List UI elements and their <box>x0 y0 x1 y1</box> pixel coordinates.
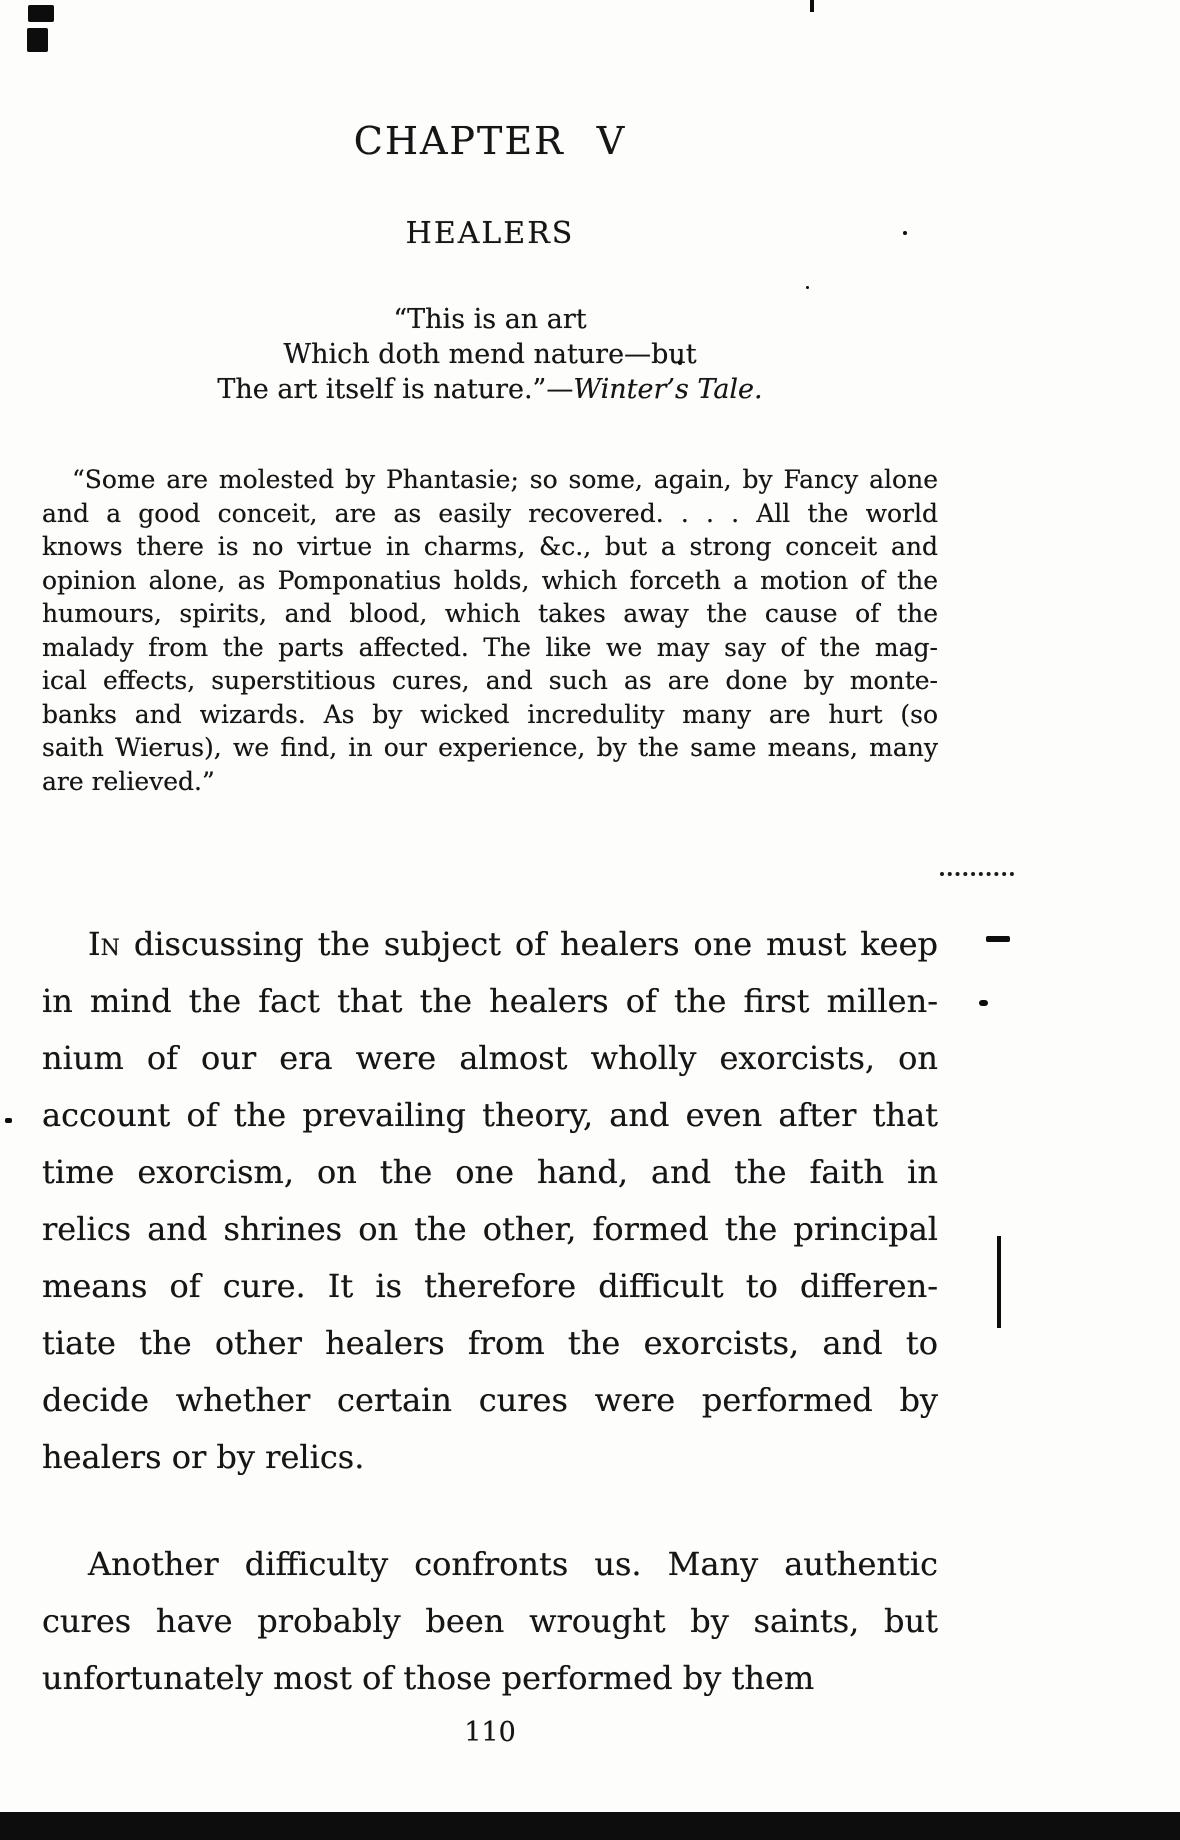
chapter-heading: CHAPTER V <box>353 119 627 163</box>
scan-artifact <box>986 936 1010 942</box>
body-line: means of cure. It is therefore difficult to differen- <box>42 1267 938 1305</box>
verse-attribution: Winter’s Tale. <box>573 374 763 405</box>
scan-artifact <box>0 1812 1180 1840</box>
paragraph <box>42 1536 938 1707</box>
body-line: account of the prevailing theory, and even after that <box>42 1096 938 1134</box>
text-column <box>42 0 938 1749</box>
block-quote-line: banks and wizards. As by wicked incredulity many are hurt (so <box>42 699 938 729</box>
verse-line-text: The art itself is nature.”— <box>217 374 574 405</box>
block-quote-line: malady from the parts affected. The like we may say of the mag- <box>42 632 938 662</box>
body-line: Another difficulty confronts us. Many authentic <box>88 1545 938 1583</box>
block-quote-line: saith Wierus), we find, in our experience, by the same means, many <box>42 733 938 762</box>
scan-artifact <box>979 1000 988 1006</box>
body-line-text: discussing the subject of healers one must keep <box>133 925 939 963</box>
verse-quote <box>42 302 938 407</box>
body-line: tiate the other healers from the exorcists, and to <box>42 1324 938 1362</box>
body-line: time exorcism, on the one hand, and the faith in <box>42 1153 938 1191</box>
block-quote-line: humours, spirits, and blood, which takes away the cause of the <box>42 599 938 628</box>
scan-artifact <box>940 872 1014 876</box>
lead-word: In <box>88 925 120 963</box>
section-heading: HEALERS <box>405 216 575 251</box>
verse-line: Which doth mend nature—but <box>283 339 697 370</box>
scan-artifact <box>5 1118 12 1123</box>
block-quote-line: “Some are molested by Phantasie; so some, again, by Fancy alone <box>72 465 938 494</box>
page-number: 110 <box>464 1717 516 1748</box>
block-quote-line: and a good conceit, are as easily recovered. . . . All the world <box>42 498 938 528</box>
scan-artifact <box>997 1236 1001 1328</box>
body-line: decide whether certain cures were performed by <box>42 1381 938 1419</box>
block-quote-line: are relieved.” <box>42 766 215 796</box>
verse-line: “This is an art <box>393 304 587 335</box>
body-line: cures have probably been wrought by saints, but <box>42 1602 938 1640</box>
body-line: healers or by relics. <box>42 1438 365 1476</box>
block-quote-line: opinion alone, as Pomponatius holds, which forceth a motion of the <box>42 565 938 595</box>
paragraph <box>42 916 938 1486</box>
block-quote-line: ical effects, superstitious cures, and such as are done by monte- <box>42 666 938 695</box>
body-line: in mind the fact that the healers of the first millen- <box>42 982 938 1020</box>
block-quote <box>42 463 938 798</box>
body-line <box>42 916 938 973</box>
verse-line <box>42 372 938 407</box>
body-line: unfortunately most of those performed by them <box>42 1659 815 1697</box>
body-line: nium of our era were almost wholly exorcists, on <box>42 1039 938 1077</box>
body-line: relics and shrines on the other, formed the principal <box>42 1210 938 1248</box>
block-quote-line: knows there is no virtue in charms, &c., but a strong conceit and <box>42 532 938 561</box>
